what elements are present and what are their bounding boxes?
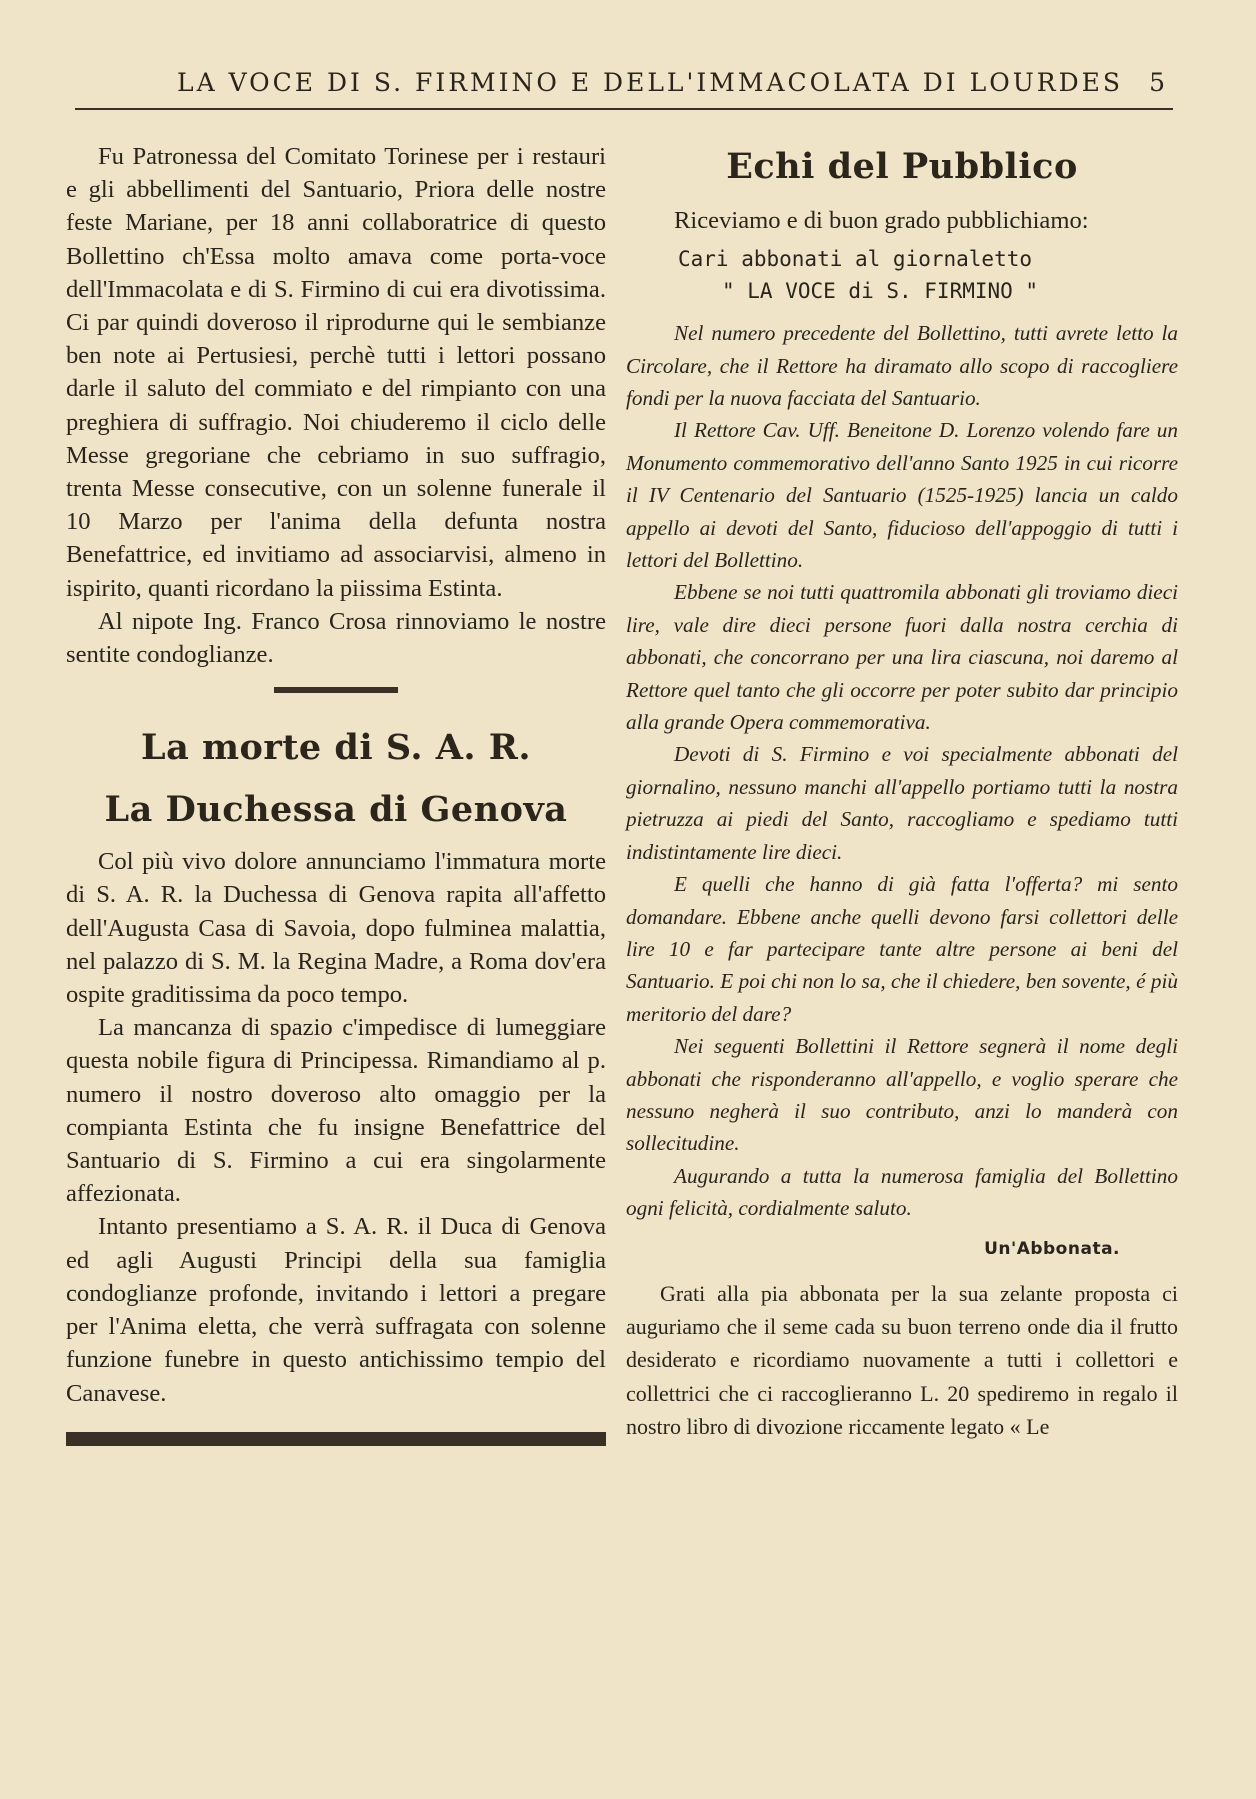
masthead-title: LA VOCE DI S. FIRMINO E DELL'IMMACOLATA DI LOURDES xyxy=(176,68,1124,97)
letter-paragraph: Augurando a tutta la numerosa famiglia del Bollettino ogni felicità, cordialmente saluto. xyxy=(626,1163,1178,1221)
obituary-paragraph: Fu Patronessa del Comitato Torinese per i restauri e gli abbellimenti del Santuario, Priora delle nostre feste Mariane, per 18 anni collaboratrice di questo Bollettino ch'Essa molto amava come porta-voce dell'Immacolata e di S. Firmino di cui era divotissima. Ci par quindi doveroso il riprodurne qui le sembianze ben note ai Pertusiesi, perchè tutti i lettori possano darle il saluto del commiato e del rimpianto con una preghiera di suffragio. Noi chiuderemo il ciclo delle Messe gregoriane che cebriamo in suo suffragio, trenta Messe consecutive, con un solenne funerale il 10 Marzo per l'anima della defunta nostra Benefattrice, ed invitiamo ad associarvisi, almeno in ispirito, quanti ricordano la piissima Estinta. xyxy=(66,143,606,602)
salutation-line: " LA VOCE di S. FIRMINO " xyxy=(722,279,1039,304)
salutation-line: Cari abbonati al giornaletto xyxy=(678,247,1033,272)
left-column xyxy=(66,140,606,1446)
letter-paragraph: Ebbene se noi tutti quattromila abbonati gli troviamo dieci lire, vale dire dieci persone fuori dalla nostra cerchia di abbonati, che concorrano per una lira ciascuna, noi daremo al Rettore quel tanto che gli occorre per poter subito dar principio alla grande Opera commemorativa. xyxy=(626,580,1178,735)
letter-signature: Un'Abbonata. xyxy=(984,1238,1120,1259)
end-divider xyxy=(66,1432,606,1446)
right-column xyxy=(626,140,1178,1444)
section-divider xyxy=(274,687,398,693)
condolences-paragraph: Al nipote Ing. Franco Crosa rinnoviamo le nostre sentite condoglianze. xyxy=(66,607,606,669)
letter-paragraph: E quelli che hanno di già fatta l'offerta? mi sento domandare. Ebbene anche quelli devono farsi collettori delle lire 10 e far partecipare tante altre persone ai beni del Santuario. E poi chi non lo sa, che il chiedere, ben sovente, é più meritorio del dare? xyxy=(626,872,1178,1026)
letter-body xyxy=(626,317,1178,1224)
editor-note: Grati alla pia abbonata per la sua zelante proposta ci auguriamo che il seme cada su buon terreno onde dia il frutto desiderato e ricordiamo nuovamente a tutti i collettori e collettrici che ci raccoglieranno L. 20 spediremo in regalo il nostro libro di divozione riccamente legato « Le xyxy=(626,1280,1178,1440)
letter-paragraph: Devoti di S. Firmino e voi specialmente abbonati del giornalino, nessuno manchi all'appello portiamo tutti la nostra pietruzza ai piedi del Santo, raccogliamo e spediamo tutti indistintamente lire dieci. xyxy=(626,742,1178,864)
article-paragraph: La mancanza di spazio c'impedisce di lumeggiare questa nobile figura di Principessa. Rimandiamo al p. numero il nostro doveroso alto omaggio per la compianta Estinta che fu insigne Benefattrice del Santuario di S. Firmino a cui era singolarmente affezionata. xyxy=(66,1014,606,1208)
article-paragraph: Intanto presentiamo a S. A. R. il Duca di Genova ed agli Augusti Principi della sua famiglia condoglianze profonde, invitando i lettori a pregare per l'Anima eletta, che verrà suffragata con solenne funzione funebre in questo antichissimo tempio del Canavese. xyxy=(66,1213,606,1407)
section-heading: Echi del Pubblico xyxy=(726,146,1078,187)
article-paragraph: Col più vivo dolore annunciamo l'immatura morte di S. A. R. la Duchessa di Genova rapita all'affetto dell'Augusta Casa di Savoia, dopo fulminea malattia, nel palazzo di S. M. la Regina Madre, a Roma dov'era ospite graditissima da poco tempo. xyxy=(66,848,606,1009)
letter-paragraph: Il Rettore Cav. Uff. Beneitone D. Lorenzo volendo fare un Monumento commemorativo dell'anno Santo 1925 in cui ricorre il IV Centenario del Santuario (1525-1925) lancia un caldo appello ai devoti del Santo, fiducioso dell'appoggio di tutti i lettori del Bollettino. xyxy=(626,418,1178,573)
letter-paragraph: Nei seguenti Bollettini il Rettore segnerà il nome degli abbonati che risponderanno all'appello, e voglio sperare che nessuno negherà il suo contributo, anzi lo manderà con sollecitudine. xyxy=(626,1034,1178,1156)
letter-paragraph: Nel numero precedente del Bollettino, tutti avrete letto la Circolare, che il Rettore ha diramato allo scopo di raccogliere fondi per la nuova facciata del Santuario. xyxy=(626,321,1178,411)
article-heading-line2: La Duchessa di Genova xyxy=(104,789,568,831)
letter-salutation xyxy=(678,243,1178,307)
page-header xyxy=(75,62,1173,110)
page-number: 5 xyxy=(1149,68,1165,97)
intro-paragraph: Riceviamo e di buon grado pubblichiamo: xyxy=(674,207,1089,234)
article-heading-line1: La morte di S. A. R. xyxy=(140,727,532,769)
